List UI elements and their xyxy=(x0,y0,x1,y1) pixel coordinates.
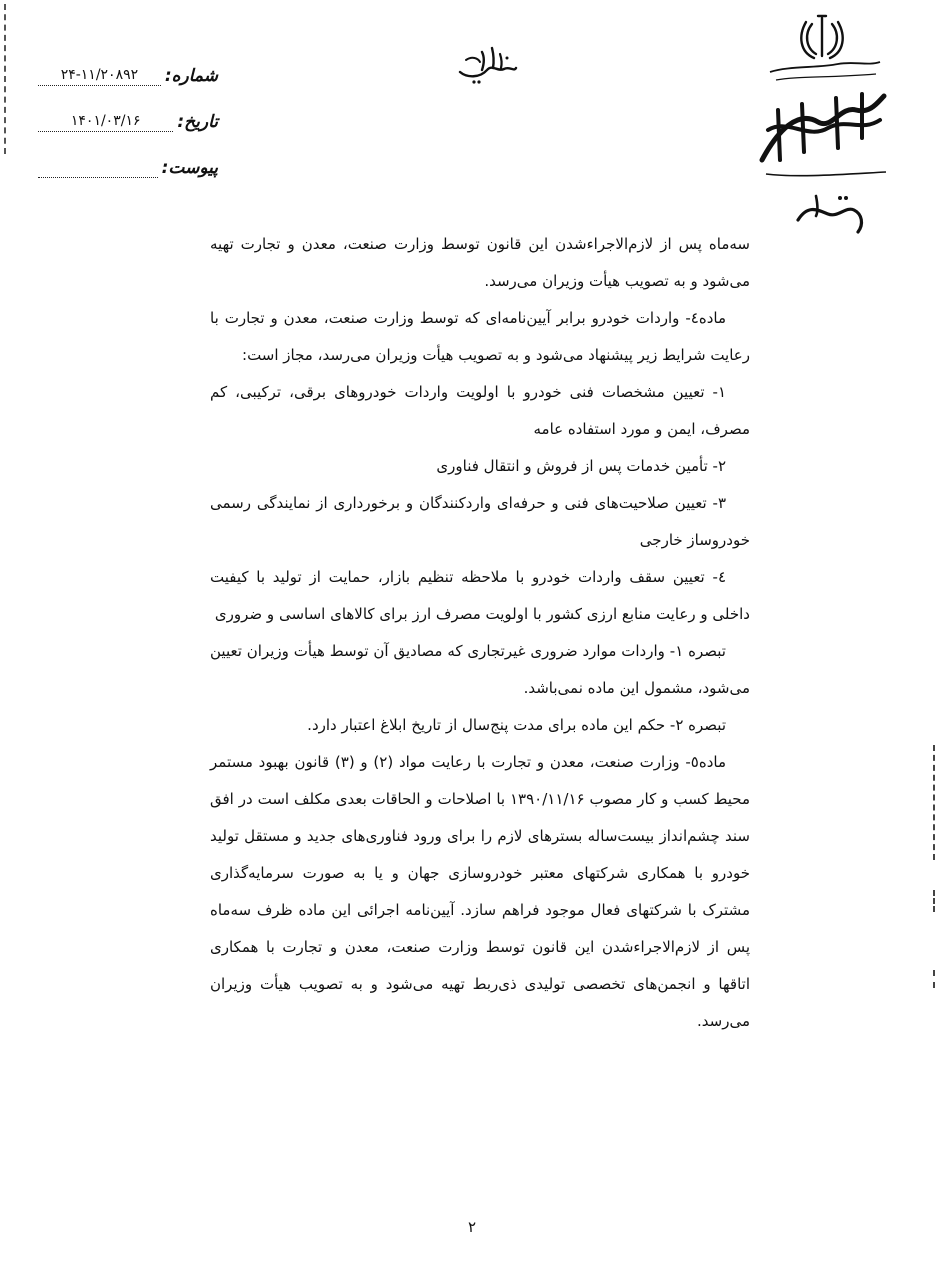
page-number: ۲ xyxy=(467,1218,477,1236)
letter-date-label: تاریخ: xyxy=(177,112,218,132)
body-paragraph-item-3: ۳- تعیین صلاحیت‌های فنی و حرفه‌ای واردکنندگان و برخورداری از نمایندگی رسمی خودروساز خارجی xyxy=(210,494,750,549)
body-paragraph-note-2: تبصره ۲- حکم این ماده برای مدت پنج‌سال از تاریخ ابلاغ اعتبار دارد. xyxy=(307,716,726,734)
body-paragraph-note-1: تبصره ۱- واردات موارد ضروری غیرتجاری که مصادیق آن توسط هیأت وزیران تعیین می‌شود، مشمول این ماده نمی‌باشد. xyxy=(210,642,750,697)
letter-metadata xyxy=(38,56,218,194)
scan-edge-mark xyxy=(933,745,938,860)
binding-edge-mark xyxy=(4,4,9,154)
letter-number-row xyxy=(38,56,218,86)
scan-edge-mark xyxy=(933,890,938,912)
letter-date-row xyxy=(38,102,218,132)
body-paragraph-item-2: ۲- تأمین خدمات پس از فروش و انتقال فناوری xyxy=(436,457,726,475)
letter-number-value: ۲۴-۱۱/۲۰۸۹۲ xyxy=(38,67,161,86)
calligraphy-mark-icon xyxy=(452,42,522,87)
letter-date-value: ۱۴۰۱/۰۳/۱۶ xyxy=(38,113,173,132)
scan-edge-mark xyxy=(933,970,938,988)
parliament-emblem-logo xyxy=(758,10,888,240)
letter-attachment-value xyxy=(38,175,158,178)
body-paragraph-article-4: ماده٤- واردات خودرو برابر آیین‌نامه‌ای که توسط وزارت صنعت، معدن و تجارت با رعایت شرایط زیر پیشنهاد می‌شود و به تصویب هیأت وزیران می‌رسد، مجاز است: xyxy=(210,309,750,364)
letter-attachment-label: پیوست: xyxy=(161,158,218,178)
body-paragraph-article-5: ماده٥- وزارت صنعت، معدن و تجارت با رعایت مواد (۲) و (۳) قانون بهبود مستمر محیط کسب و کار مصوب ۱۳۹۰/۱۱/۱۶ با اصلاحات و الحاقات بعدی مکلف است در افق سند چشم‌انداز بیست‌ساله بسترهای لازم را برای ورود فناوری‌های جدید و مستقل تولید خودرو با همکاری شرکتهای معتبر خودروسازی جهان و یا به صورت سرمایه‌گذاری مشترک با شرکتهای فعال موجود فراهم سازد. آیین‌نامه اجرائی این ماده ظرف سه‌ماه پس از لازم‌الاجراءشدن این قانون توسط وزارت صنعت، معدن و تجارت با همکاری اتاقها و انجمن‌های تخصصی تولیدی ذی‌ربط تهیه می‌شود و به تصویب هیأت وزیران می‌رسد. xyxy=(210,753,750,1030)
basmala-calligraphy-logo xyxy=(452,42,522,87)
letter-attachment-row xyxy=(38,148,218,178)
iran-emblem-icon xyxy=(758,10,888,240)
body-paragraph: سه‌ماه پس از لازم‌الاجراءشدن این قانون توسط وزارت صنعت، معدن و تجارت تهیه می‌شود و به تصویب هیأت وزیران می‌رسد. xyxy=(210,235,750,290)
letter-body xyxy=(210,226,750,1040)
body-paragraph-item-4: ٤- تعیین سقف واردات خودرو با ملاحظه تنظیم بازار، حمایت از تولید با کیفیت داخلی و رعایت منابع ارزی کشور با اولویت مصرف ارز برای کالاهای اساسی و ضروری xyxy=(210,568,750,623)
letter-number-label: شماره: xyxy=(164,66,218,86)
body-paragraph-item-1: ۱- تعیین مشخصات فنی خودرو با اولویت واردات خودروهای برقی، ترکیبی، کم مصرف، ایمن و مورد استفاده عامه xyxy=(210,383,750,438)
